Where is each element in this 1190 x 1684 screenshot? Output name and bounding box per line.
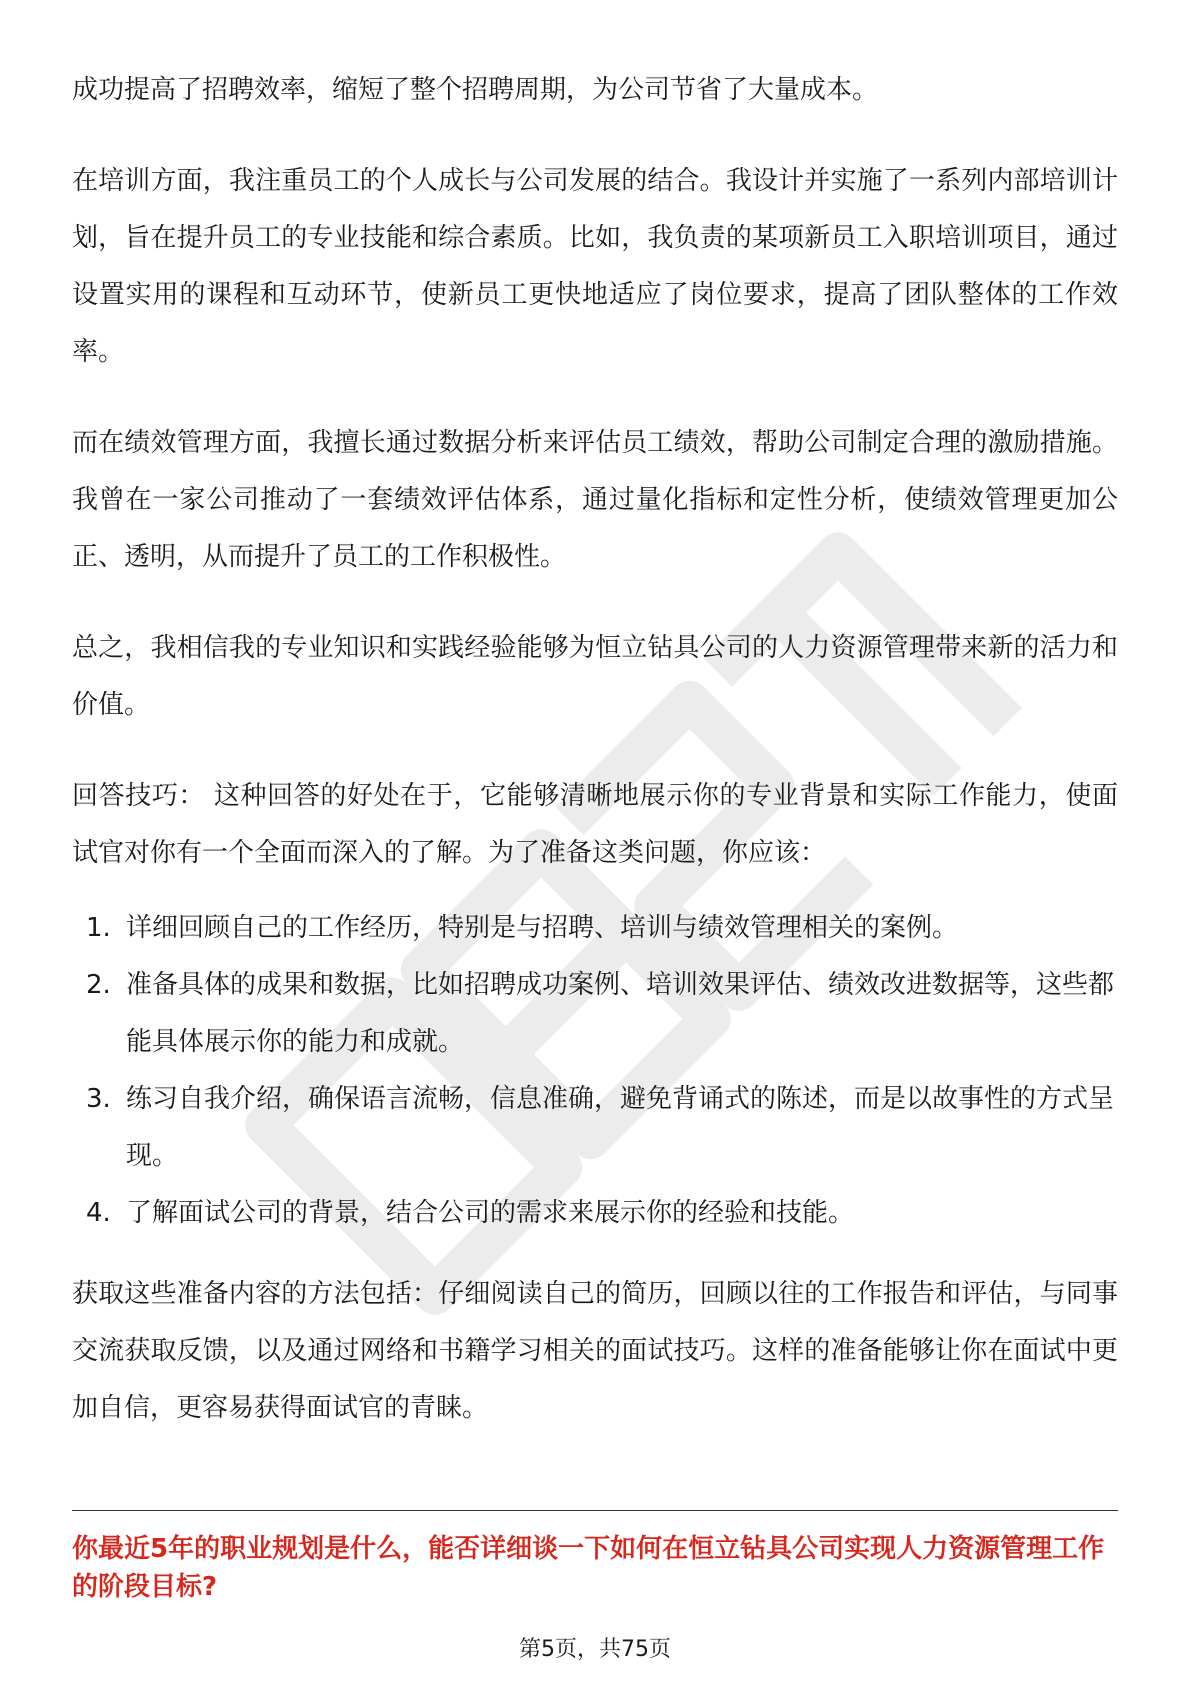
page-number: 第5页，共75页	[519, 1637, 671, 1662]
document-body	[72, 62, 1118, 1471]
list-number: 3.	[86, 1084, 111, 1114]
list-number: 2.	[86, 970, 111, 1000]
list-item	[72, 900, 1118, 957]
paragraph-performance: 而在绩效管理方面，我擅长通过数据分析来评估员工绩效，帮助公司制定合理的激励措施。我曾在一家公司推动了一套绩效评估体系，通过量化指标和定性分析，使绩效管理更加公正、透明，从而提升了员工的工作积极性。	[72, 428, 1118, 572]
list-item	[72, 1185, 1118, 1242]
list-item	[72, 1071, 1118, 1185]
paragraph-training: 在培训方面，我注重员工的个人成长与公司发展的结合。我设计并实施了一系列内部培训计划，旨在提升员工的专业技能和综合素质。比如，我负责的某项新员工入职培训项目，通过设置实用的课程和互动环节，使新员工更快地适应了岗位要求，提高了团队整体的工作效率。	[72, 166, 1118, 367]
list-text: 练习自我介绍，确保语言流畅，信息准确，避免背诵式的陈述，而是以故事性的方式呈现。	[126, 1084, 1115, 1171]
paragraph-recruiting-summary: 成功提高了招聘效率，缩短了整个招聘周期，为公司节省了大量成本。	[72, 75, 879, 105]
list-text: 准备具体的成果和数据，比如招聘成功案例、培训效果评估、绩效改进数据等，这些都能具体展示你的能力和成就。	[126, 970, 1115, 1057]
section-divider	[72, 1510, 1118, 1511]
list-item	[72, 957, 1118, 1071]
list-number: 4.	[86, 1198, 111, 1228]
tips-list	[72, 900, 1118, 1242]
paragraph-preparation-methods: 获取这些准备内容的方法包括：仔细阅读自己的简历，回顾以往的工作报告和评估，与同事交流获取反馈，以及通过网络和书籍学习相关的面试技巧。这样的准备能够让你在面试中更加自信，更容易获得面试官的青睐。	[72, 1279, 1118, 1423]
list-number: 1.	[86, 913, 111, 943]
list-text: 了解面试公司的背景，结合公司的需求来展示你的经验和技能。	[126, 1198, 855, 1228]
list-text: 详细回顾自己的工作经历，特别是与招聘、培训与绩效管理相关的案例。	[126, 913, 959, 943]
answer-tips: 回答技巧： 这种回答的好处在于，它能够清晰地展示你的专业背景和实际工作能力，使面试官对你有一个全面而深入的了解。为了准备这类问题，你应该：	[72, 781, 1118, 868]
paragraph-conclusion: 总之，我相信我的专业知识和实践经验能够为恒立钻具公司的人力资源管理带来新的活力和价值。	[72, 633, 1118, 720]
next-interview-question: 你最近5年的职业规划是什么，能否详细谈一下如何在恒立钻具公司实现人力资源管理工作的阶段目标?	[72, 1534, 1105, 1602]
